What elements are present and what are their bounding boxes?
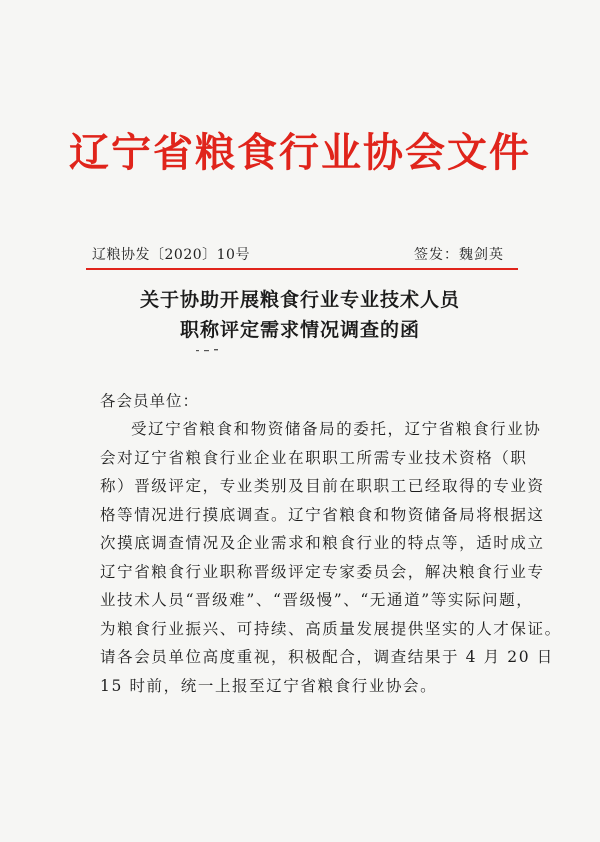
body-line: 受辽宁省粮食和物资储备局的委托，辽宁省粮食行业协 bbox=[131, 420, 542, 438]
body-line: 称）晋级评定，专业类别及目前在职职工已经取得的专业资 bbox=[100, 477, 545, 495]
body-line: 为粮食行业振兴、可持续、高质量发展提供坚实的人才保证。 bbox=[100, 619, 562, 638]
document-subject bbox=[0, 285, 600, 345]
document-header-title: 辽宁省粮食行业协会文件 bbox=[69, 130, 531, 176]
body-line: 会对辽宁省粮食行业企业在职职工所需专业技术资格（职 bbox=[100, 448, 528, 467]
salutation: 各会员单位： bbox=[100, 392, 200, 410]
document-number: 辽粮协发〔2020〕10号 bbox=[92, 247, 250, 263]
body-line: 辽宁省粮食行业职称晋级评定专家委员会，解决粮食行业专 bbox=[100, 562, 545, 581]
subject-line-1: 关于协助开展粮食行业专业技术人员 bbox=[139, 289, 460, 311]
body-line: 业技术人员“晋级难”、“晋级慢”、“无通道”等实际问题， bbox=[100, 591, 534, 609]
body-line: 次摸底调查情况及企业需求和粮食行业的特点等，适时成立 bbox=[100, 534, 545, 552]
header-divider bbox=[86, 268, 518, 270]
body-line: 请各会员单位高度重视，积极配合，调查结果于 4 月 20 日 bbox=[100, 648, 554, 666]
scan-specks bbox=[196, 348, 226, 354]
signer-label: 签发：魏剑英 bbox=[414, 247, 504, 263]
subject-line-2: 职称评定需求情况调查的函 bbox=[179, 319, 420, 341]
letter-body bbox=[100, 415, 562, 700]
body-line: 15 时前，统一上报至辽宁省粮食行业协会。 bbox=[100, 676, 438, 695]
body-line: 格等情况进行摸底调查。辽宁省粮食和物资储备局将根据这 bbox=[100, 505, 545, 524]
